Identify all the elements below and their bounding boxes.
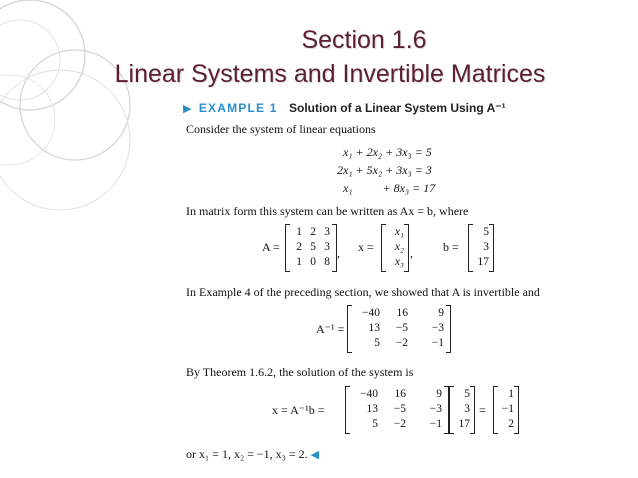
- matrix-a-cell: 5: [310, 241, 316, 253]
- solution-matrix-a-inverse: [345, 386, 449, 434]
- matrix-ainv-cell: 5: [374, 337, 380, 349]
- theorem-text: By Theorem 1.6.2, the solution of the system is: [186, 365, 414, 379]
- vector-x-cell: x₂: [394, 241, 404, 253]
- intro-text: Consider the system of linear equations: [186, 122, 376, 136]
- matrix-ainv-cell: 13: [368, 322, 380, 334]
- matrix-ainv-cell: −1: [431, 337, 444, 349]
- final-text: or x₁ = 1, x₂ = −1, x₃ = 2.: [186, 447, 308, 461]
- label-b: b =: [443, 240, 459, 254]
- solution-cell: 1: [508, 388, 514, 400]
- solution-ainv-cell: −5: [393, 403, 406, 415]
- solution-b-cell: 17: [458, 418, 470, 430]
- matrix-ainv-cell: −40: [362, 307, 380, 319]
- vector-b-cell: 5: [483, 226, 489, 238]
- vector-x: [381, 224, 409, 272]
- solution-vector: [493, 386, 519, 434]
- vector-b: [468, 224, 494, 272]
- section-subtitle: Linear Systems and Invertible Matrices: [114, 60, 546, 88]
- comma: ,: [337, 246, 340, 260]
- solution-ainv-cell: −1: [429, 418, 442, 430]
- matrix-a: [285, 224, 337, 272]
- solution-b-cell: 5: [464, 388, 470, 400]
- vector-x-cell: x₃: [394, 256, 404, 268]
- matrix-a-cell: 1: [296, 226, 302, 238]
- solution-b-cell: 3: [464, 403, 470, 415]
- matrix-a-cell: 8: [324, 256, 330, 268]
- solution-vector-b: [449, 386, 475, 434]
- play-triangle-icon: ▶: [183, 103, 192, 115]
- matrix-a-cell: 3: [324, 226, 330, 238]
- matrix-ainv-cell: −5: [395, 322, 408, 334]
- matrix-ainv-cell: 9: [438, 307, 444, 319]
- example-label: EXAMPLE 1: [198, 101, 278, 115]
- solution-ainv-cell: −40: [360, 388, 378, 400]
- label-a-inverse: A⁻¹ =: [316, 322, 345, 336]
- matrix-form-text: In matrix form this system can be written as Ax = b, where: [186, 204, 469, 218]
- section-title: Section 1.6: [301, 26, 427, 54]
- matrix-ainv-cell: −2: [395, 337, 408, 349]
- vector-b-cell: 3: [483, 241, 489, 253]
- matrix-a-cell: 0: [310, 256, 316, 268]
- solution-ainv-cell: 13: [366, 403, 378, 415]
- solution-cell: 2: [508, 418, 514, 430]
- inverse-text: In Example 4 of the preceding section, we showed that A is invertible and: [186, 285, 540, 299]
- end-triangle-icon: ◀: [310, 449, 320, 461]
- solution-ainv-cell: 9: [436, 388, 442, 400]
- solution-ainv-cell: −3: [429, 403, 442, 415]
- matrix-a-cell: 2: [296, 241, 302, 253]
- matrix-a-cell: 2: [310, 226, 316, 238]
- vector-b-cell: 17: [477, 256, 489, 268]
- equation-2: 2x₁ + 5x₂ + 3x₃ = 3: [337, 163, 432, 177]
- final-line: [186, 447, 319, 462]
- solution-ainv-cell: −2: [393, 418, 406, 430]
- example-title: Solution of a Linear System Using A⁻¹: [288, 101, 506, 115]
- equals-sign: =: [479, 403, 486, 417]
- solution-cell: −1: [501, 403, 514, 415]
- matrix-ainv-cell: −3: [431, 322, 444, 334]
- solution-ainv-cell: 16: [394, 388, 406, 400]
- label-a: A =: [262, 240, 280, 254]
- comma: ,: [410, 246, 413, 260]
- example-header: [183, 101, 506, 115]
- equation-1: x₁ + 2x₂ + 3x₃ = 5: [343, 145, 432, 159]
- label-x: x =: [358, 240, 374, 254]
- vector-x-cell: x₁: [394, 226, 404, 238]
- matrix-a-cell: 3: [324, 241, 330, 253]
- matrix-ainv-cell: 16: [396, 307, 408, 319]
- label-solution: x = A⁻¹b =: [272, 403, 325, 417]
- solution-ainv-cell: 5: [372, 418, 378, 430]
- matrix-a-cell: 1: [296, 256, 302, 268]
- equation-3: x₁ + 8x₃ = 17: [343, 181, 436, 195]
- matrix-a-inverse: [347, 305, 451, 353]
